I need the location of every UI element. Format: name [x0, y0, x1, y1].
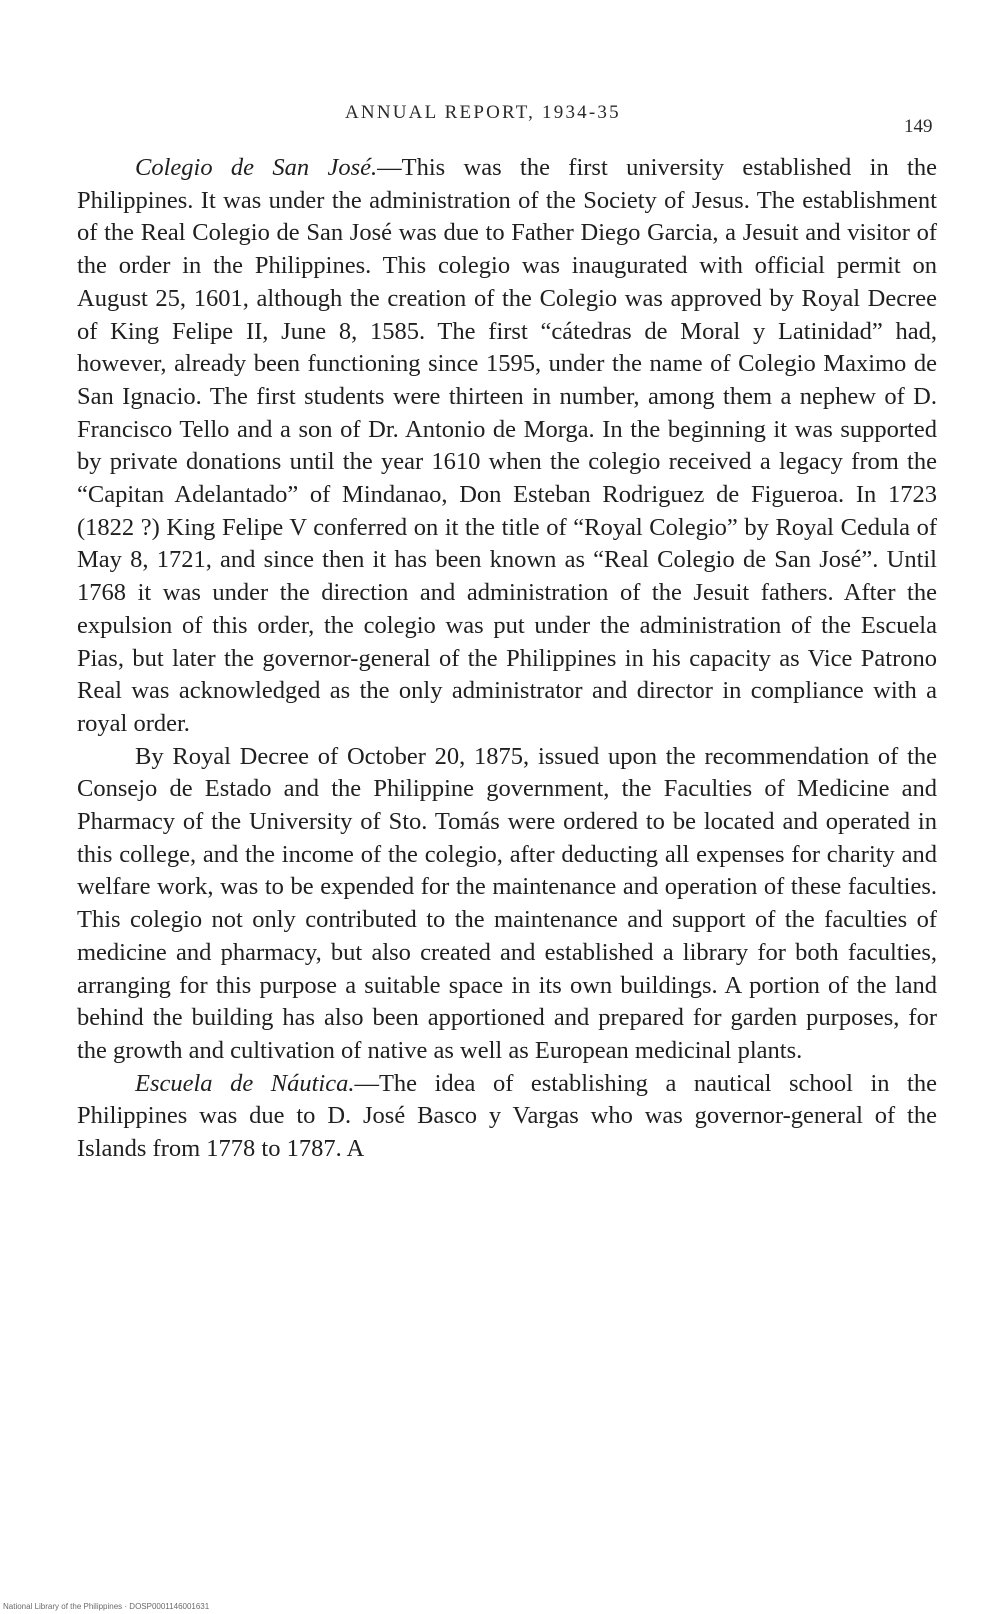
paragraph-heading: Escuela de Náutica.	[135, 1069, 355, 1097]
paragraph-escuela-de-nautica	[77, 1068, 937, 1166]
paragraph-text: —This was the first university established in the Philippines. It was under the administration of the Society of Jesus. The establishment of the Real Colegio de San José was due to Father Diego Garcia, a Jesuit and visitor of the order in the Philippines. This colegio was inaugurated with official permit on August 25, 1601, although the creation of the Colegio was approved by Royal Decree of King Felipe II, June 8, 1585. The first “cátedras de Moral y Latinidad” had, however, already been functioning since 1595, under the name of Colegio Maximo de San Ignacio. The first students were thirteen in number, among them a nephew of D. Francisco Tello and a son of Dr. Antonio de Morga. In the beginning it was supported by private donations until the year 1610 when the colegio received a legacy from the “Capitan Adelantado” of Mindanao, Don Esteban Rodriguez de Figueroa. In 1723 (1822 ?) King Felipe V conferred on it the title of “Royal Colegio” by Royal Cedula of May 8, 1721, and since then it has been known as “Real Colegio de San José”. Until 1768 it was under the direction and administration of the Jesuit fathers. After the expulsion of this order, the colegio was put under the administration of the Escuela Pias, but later the governor-general of the Philippines in his capacity as Vice Patrono Real was acknowledged as the only administrator and director in compliance with a royal order.	[77, 154, 937, 737]
paragraph-text: By Royal Decree of October 20, 1875, issued upon the recommendation of the Consejo de Estado and the Philippine government, the Faculties of Medicine and Pharmacy of the University of Sto. Tomás were ordered to be located and operated in this college, and the income of the colegio, after deducting all expenses for charity and welfare work, was to be expended for the maintenance and operation of these faculties. This colegio not only contributed to the maintenance and support of the faculties of medicine and pharmacy, but also created and established a library for both faculties, arranging for this purpose a suitable space in its own buildings. A portion of the land behind the building has also been apportioned and prepared for garden purposes, for the growth and cultivation of native as well as European medicinal plants.	[77, 742, 937, 1064]
running-title: ANNUAL REPORT, 1934-35	[345, 102, 621, 123]
paragraph-royal-decree-1875	[77, 741, 937, 1068]
footer-credit: National Library of the Philippines · DOSP0001146001631	[3, 1602, 210, 1611]
body-text	[77, 152, 937, 1166]
paragraph-text: —The idea of establishing a nautical school in the Philippines was due to D. José Basco y Vargas who was governor-general of the Islands from 1778 to 1787. A	[77, 1069, 937, 1163]
page-number: 149	[904, 116, 933, 137]
paragraph-heading: Colegio de San José.	[135, 154, 378, 181]
paragraph-colegio-de-san-jose	[77, 152, 937, 741]
